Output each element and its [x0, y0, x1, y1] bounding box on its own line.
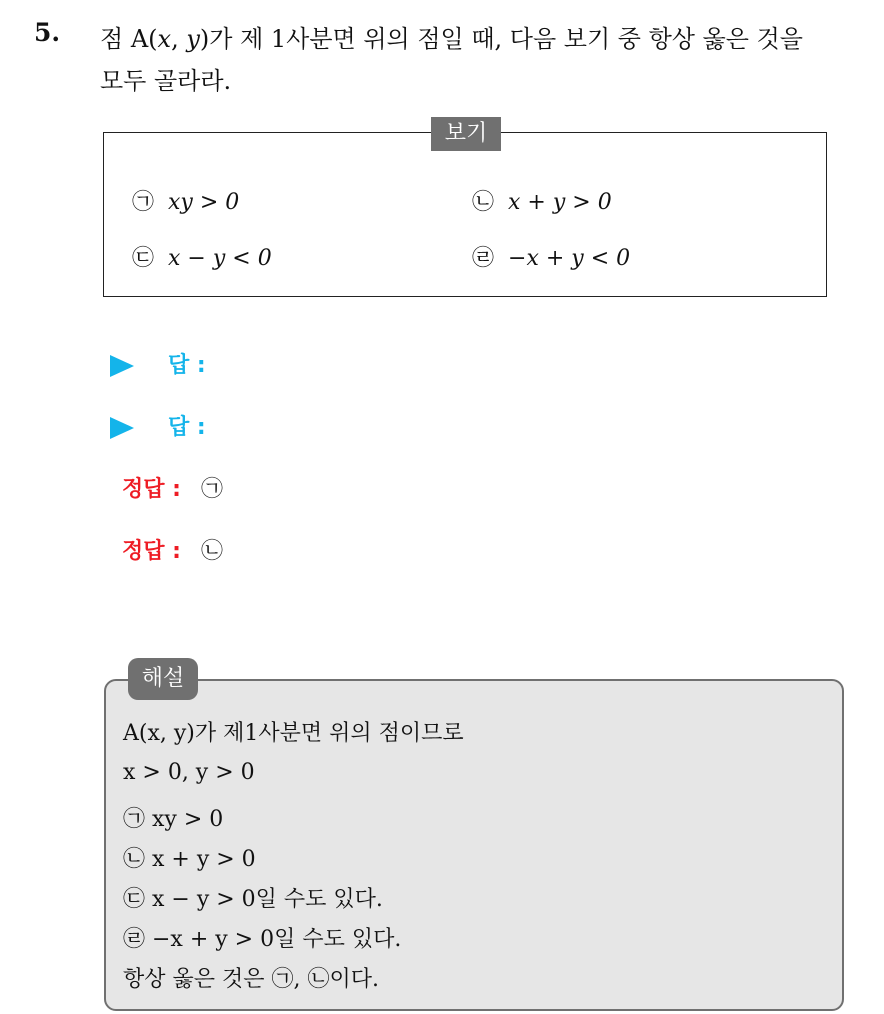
answer-blank-1	[110, 348, 206, 379]
choice-marker: ㉢	[132, 246, 155, 271]
question-line-2: 모두 골라라.	[100, 67, 232, 95]
choice-2	[472, 185, 612, 216]
bogi-box	[103, 121, 827, 297]
correct-answer-value: ㉠	[200, 477, 223, 502]
choice-1	[132, 185, 239, 216]
explanation-line: ㉠ xy > 0	[123, 807, 224, 832]
answer-blank-2	[110, 410, 206, 441]
explanation-line: ㉢ x − y > 0일 수도 있다.	[123, 887, 383, 912]
choice-marker: ㉠	[132, 190, 155, 215]
answer-label: 답 :	[168, 353, 206, 378]
explanation-line: ㉡ x + y > 0	[123, 847, 256, 872]
question-var-y: y	[186, 25, 200, 53]
correct-answer-label: 정답 :	[122, 477, 181, 502]
answer-label: 답 :	[168, 415, 206, 440]
question-text-part: )가 제 1사분면 위의 점일 때, 다음 보기 중 항상 옳은 것을	[199, 25, 803, 53]
explanation-line: ㉣ −x + y > 0일 수도 있다.	[123, 927, 402, 952]
explanation-line: x > 0, y > 0	[123, 760, 255, 785]
question-text	[100, 18, 870, 102]
question-comma: ,	[171, 25, 179, 53]
choice-expression: x − y < 0	[168, 246, 272, 271]
choice-expression: x + y > 0	[508, 190, 612, 215]
correct-answer-2	[110, 534, 223, 565]
question-var-x: x	[157, 25, 172, 53]
choice-marker: ㉡	[472, 190, 495, 215]
choice-expression: −x + y < 0	[508, 246, 631, 271]
question-number: 5.	[34, 18, 61, 47]
choice-4	[472, 241, 630, 272]
correct-answer-label: 정답 :	[122, 539, 181, 564]
question-line-1	[100, 18, 870, 60]
correct-answer-value: ㉡	[200, 539, 223, 564]
choice-expression: xy > 0	[168, 190, 240, 215]
choice-marker: ㉣	[472, 246, 495, 271]
explanation-title: 해설	[128, 658, 198, 700]
explanation-line: 항상 옳은 것은 ㉠, ㉡이다.	[123, 967, 379, 992]
choice-3	[132, 241, 272, 272]
play-icon	[110, 355, 134, 377]
explanation-line: A(x, y)가 제1사분면 위의 점이므로	[123, 721, 464, 746]
play-icon	[110, 417, 134, 439]
question-text-part: 점 A(	[100, 25, 158, 53]
correct-answer-1	[110, 472, 223, 503]
bogi-title: 보기	[431, 117, 501, 151]
